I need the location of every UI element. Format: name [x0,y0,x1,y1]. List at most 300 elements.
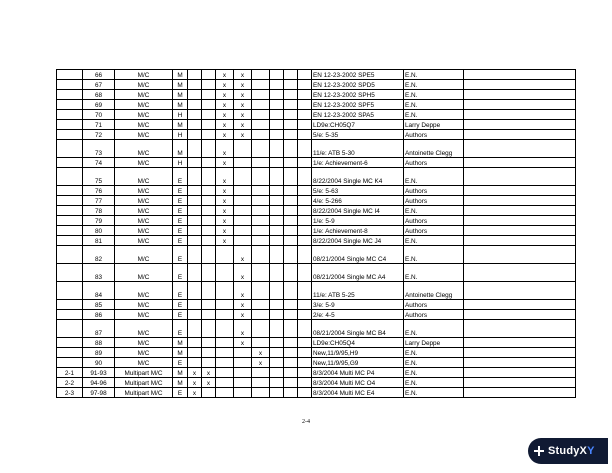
table-cell [252,246,270,264]
table-cell [270,70,284,80]
table-row [57,110,576,120]
table-cell: M/C [115,158,173,168]
table-cell: x [234,130,252,140]
table-cell [464,282,576,300]
table-cell [216,348,234,358]
table-cell [216,264,234,282]
table-cell [464,368,576,378]
table-cell: M [173,120,188,130]
table-cell [252,140,270,158]
table-cell [57,140,83,158]
table-cell: 3/e: 5-9 [312,300,404,310]
table-cell: LD9e:CH05Q4 [312,338,404,348]
table-cell [252,110,270,120]
table-cell [216,310,234,320]
table-cell [270,300,284,310]
table-cell: E [173,236,188,246]
table-cell: 1/e: 5-9 [312,216,404,226]
table-cell [188,216,202,226]
table-cell: 80 [83,226,115,236]
table-cell [57,310,83,320]
table-cell [270,310,284,320]
table-cell [252,264,270,282]
table-cell [252,300,270,310]
table-cell: x [216,130,234,140]
table-cell [284,130,298,140]
table-row [57,90,576,100]
table-cell: E [173,300,188,310]
table-cell [270,100,284,110]
table-row [57,236,576,246]
table-cell [57,186,83,196]
table-cell: 83 [83,264,115,282]
table-cell [284,378,298,388]
table-cell: Antoinette Clegg [404,282,464,300]
table-cell [298,358,312,368]
table-cell [284,358,298,368]
table-cell [252,320,270,338]
table-cell [57,216,83,226]
table-cell [464,236,576,246]
table-cell [188,70,202,80]
table-row [57,320,576,338]
table-cell [270,236,284,246]
table-cell: 8/3/2004 Multi MC P4 [312,368,404,378]
table-cell [284,90,298,100]
table-cell: E.N. [404,264,464,282]
table-cell: 08/21/2004 Single MC C4 [312,246,404,264]
table-cell: 76 [83,186,115,196]
table-cell [234,358,252,368]
table-cell [252,388,270,398]
table-cell: 69 [83,100,115,110]
table-cell [202,100,216,110]
table-cell: EN 12-23-2002 SPD5 [312,80,404,90]
table-cell [202,110,216,120]
table-cell [188,186,202,196]
table-row [57,246,576,264]
table-row [57,206,576,216]
table-cell [284,100,298,110]
table-row [57,226,576,236]
table-cell [298,158,312,168]
table-cell [252,70,270,80]
table-cell [464,226,576,236]
table-row [57,388,576,398]
table-cell [298,368,312,378]
table-cell: M/C [115,70,173,80]
table-cell [270,90,284,100]
table-cell [252,226,270,236]
table-cell [57,264,83,282]
table-cell [188,264,202,282]
table-cell [216,300,234,310]
studyx-brand-badge[interactable] [528,438,608,464]
table-cell: 2-1 [57,368,83,378]
table-cell: M/C [115,216,173,226]
table-row [57,300,576,310]
table-cell [464,70,576,80]
table-cell: M/C [115,120,173,130]
table-cell: 85 [83,300,115,310]
table-cell: E.N. [404,206,464,216]
table-cell: E.N. [404,246,464,264]
table-cell: x [234,282,252,300]
table-cell [202,70,216,80]
table-cell [298,320,312,338]
table-cell: E.N. [404,368,464,378]
table-cell [464,158,576,168]
table-cell [202,90,216,100]
table-row [57,196,576,206]
table-cell [284,70,298,80]
table-cell [298,338,312,348]
table-cell: 8/22/2004 Single MC K4 [312,168,404,186]
table-row [57,282,576,300]
table-cell [202,246,216,264]
table-cell [57,110,83,120]
table-cell: M/C [115,100,173,110]
table-cell: E.N. [404,90,464,100]
table-cell [284,226,298,236]
table-cell [216,320,234,338]
table-cell: M/C [115,110,173,120]
table-cell [298,80,312,90]
table-cell [252,90,270,100]
table-cell [284,310,298,320]
table-cell: 97-98 [83,388,115,398]
table-cell: E [173,168,188,186]
table-cell: 91-93 [83,368,115,378]
table-cell [298,236,312,246]
table-row [57,358,576,368]
table-cell [298,130,312,140]
table-cell [202,338,216,348]
table-cell: Larry Deppe [404,338,464,348]
table-cell: H [173,110,188,120]
table-cell [298,226,312,236]
table-cell: 5/e: 5-35 [312,130,404,140]
table-cell: E.N. [404,70,464,80]
table-cell: New,11/9/95,G9 [312,358,404,368]
table-cell [252,236,270,246]
table-cell [270,158,284,168]
table-cell: x [234,100,252,110]
table-cell: x [234,320,252,338]
table-cell: x [216,216,234,226]
table-cell [464,246,576,264]
table-cell [234,196,252,206]
table-cell [216,338,234,348]
table-cell [216,388,234,398]
table-cell [284,320,298,338]
table-row [57,80,576,90]
table-cell [188,348,202,358]
table-cell: M/C [115,282,173,300]
table-cell [234,226,252,236]
table-cell: x [216,206,234,216]
table-row [57,168,576,186]
table-cell [188,158,202,168]
table-cell [202,206,216,216]
table-cell: Authors [404,196,464,206]
table-cell: E [173,388,188,398]
table-cell: 66 [83,70,115,80]
table-cell [234,158,252,168]
table-row [57,70,576,80]
table-row [57,130,576,140]
table-cell: x [216,140,234,158]
table-cell [202,140,216,158]
table-cell [57,338,83,348]
table-cell [298,300,312,310]
table-cell: E.N. [404,320,464,338]
table-cell: x [216,196,234,206]
table-cell [202,348,216,358]
table-cell [216,282,234,300]
table-cell: 94-96 [83,378,115,388]
table-row [57,186,576,196]
table-cell [57,348,83,358]
table-cell [202,388,216,398]
table-cell: x [202,368,216,378]
table-cell [464,300,576,310]
table-cell: E.N. [404,236,464,246]
table-cell: x [188,368,202,378]
table-cell [252,186,270,196]
table-cell: 8/22/2004 Single MC J4 [312,236,404,246]
table-cell [270,378,284,388]
table-cell [234,140,252,158]
table-cell: x [216,80,234,90]
table-cell: x [216,110,234,120]
table-row [57,378,576,388]
table-cell [284,110,298,120]
table-cell [252,168,270,186]
page-number: 2-4 [302,419,310,425]
table-cell: E [173,310,188,320]
table-cell [464,196,576,206]
table-cell [188,80,202,90]
table-cell [284,368,298,378]
table-row [57,216,576,226]
table-cell: x [234,120,252,130]
table-cell: M/C [115,130,173,140]
table-cell [188,130,202,140]
table-cell [216,368,234,378]
table-cell [252,130,270,140]
table-cell [464,80,576,90]
table-cell [284,158,298,168]
table-cell: E.N. [404,110,464,120]
table-cell [216,358,234,368]
table-cell: M/C [115,236,173,246]
table-cell [216,246,234,264]
table-cell [464,216,576,226]
table-cell [188,282,202,300]
table-cell: 11/e: ATB 5-30 [312,140,404,158]
table-cell: E.N. [404,168,464,186]
table-cell: Multipart M/C [115,378,173,388]
table-cell: x [216,168,234,186]
table-cell [284,206,298,216]
table-cell: Authors [404,226,464,236]
table-cell [188,358,202,368]
table-cell: E.N. [404,388,464,398]
table-cell [234,378,252,388]
table-cell: E [173,320,188,338]
table-cell [284,282,298,300]
table-cell [202,196,216,206]
table-cell: 2-3 [57,388,83,398]
table-cell: M [173,338,188,348]
table-cell [270,168,284,186]
table-cell [464,140,576,158]
table-cell [270,348,284,358]
table-cell [464,348,576,358]
table-cell: 84 [83,282,115,300]
table-row [57,310,576,320]
table-cell: Authors [404,216,464,226]
table-cell [284,236,298,246]
table-cell [284,186,298,196]
table-cell [188,110,202,120]
table-cell [216,378,234,388]
table-cell [270,120,284,130]
table-cell [298,120,312,130]
table-cell [202,320,216,338]
table-cell [464,120,576,130]
table-cell [202,168,216,186]
table-cell [298,264,312,282]
table-cell [234,388,252,398]
table-cell [270,186,284,196]
table-cell: E [173,186,188,196]
table-cell [188,338,202,348]
table-cell [188,320,202,338]
table-cell [284,140,298,158]
table-cell [57,300,83,310]
table-cell [57,246,83,264]
table-row [57,348,576,358]
table-cell: x [234,264,252,282]
table-cell: 8/22/2004 Single MC I4 [312,206,404,216]
table-cell [298,196,312,206]
table-cell: x [234,90,252,100]
table-cell: 67 [83,80,115,90]
table-cell: x [234,80,252,90]
table-cell [234,206,252,216]
table-row [57,120,576,130]
table-cell: EN 12-23-2002 SPH5 [312,90,404,100]
brand-logo-text [548,445,595,457]
table-cell: LD9e:CH05Q7 [312,120,404,130]
table-cell [270,368,284,378]
table-body [57,70,576,398]
table-cell: M/C [115,140,173,158]
table-cell: E [173,246,188,264]
table-cell [298,100,312,110]
table-cell: E.N. [404,378,464,388]
table-cell: M/C [115,338,173,348]
table-cell: New,11/9/95,H9 [312,348,404,358]
table-cell [464,338,576,348]
table-cell: M/C [115,80,173,90]
table-cell [252,100,270,110]
table-cell: E [173,226,188,236]
table-cell [234,186,252,196]
table-cell [284,216,298,226]
table-cell [298,216,312,226]
table-cell [252,196,270,206]
table-cell: E.N. [404,348,464,358]
table-cell: Multipart M/C [115,388,173,398]
table-cell [57,320,83,338]
table-cell [202,282,216,300]
table-cell: M [173,368,188,378]
table-cell [464,110,576,120]
table-cell [188,246,202,264]
table-row [57,338,576,348]
table-cell: Antoinette Clegg [404,140,464,158]
table-cell [270,206,284,216]
table-cell: M/C [115,358,173,368]
table-cell: 1/e: Achievement-6 [312,158,404,168]
table-cell [57,130,83,140]
table-cell: M/C [115,300,173,310]
table-cell [57,80,83,90]
table-cell [202,300,216,310]
table-cell: x [216,186,234,196]
table-cell [298,140,312,158]
table-cell [298,246,312,264]
table-cell [188,196,202,206]
table-cell [188,90,202,100]
table-cell: M/C [115,264,173,282]
table-cell: 86 [83,310,115,320]
table-cell [284,80,298,90]
table-cell [464,90,576,100]
table-cell [252,120,270,130]
table-cell [234,368,252,378]
table-cell: 88 [83,338,115,348]
table-cell: E [173,282,188,300]
table-cell [270,338,284,348]
table-cell: x [252,348,270,358]
table-cell: 75 [83,168,115,186]
table-cell: x [234,70,252,80]
table-cell [57,206,83,216]
table-cell: M [173,378,188,388]
table-cell: x [234,310,252,320]
table-cell: 70 [83,110,115,120]
table-cell [284,246,298,264]
table-cell [270,226,284,236]
table-cell [57,282,83,300]
table-cell: EN 12-23-2002 SPF5 [312,100,404,110]
table-cell: 73 [83,140,115,158]
table-cell: EN 12-23-2002 SPA5 [312,110,404,120]
table-cell [252,158,270,168]
table-cell [202,130,216,140]
table-cell [252,282,270,300]
table-cell: 2-2 [57,378,83,388]
table-cell [202,226,216,236]
table-cell [298,348,312,358]
table-row [57,158,576,168]
table-cell [252,206,270,216]
table-cell [202,216,216,226]
